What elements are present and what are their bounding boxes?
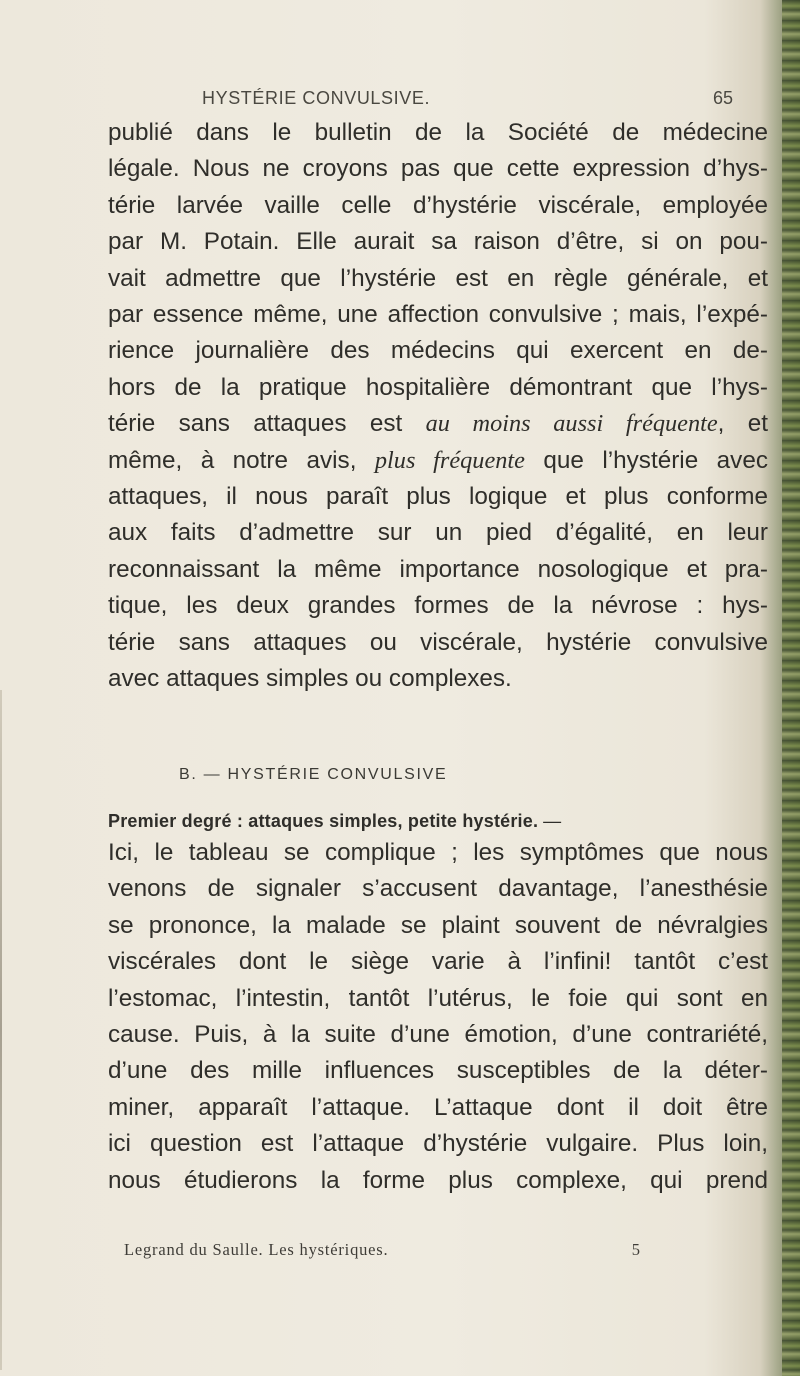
- paragraph-1-line: reconnaissant la même importance nosologique et pra-: [108, 555, 768, 583]
- subsection-heading: [108, 809, 768, 833]
- page-header: [0, 88, 770, 116]
- signature-line: [124, 1240, 640, 1260]
- paragraph-1: [108, 115, 768, 698]
- running-head: HYSTÉRIE CONVULSIVE.: [202, 88, 431, 108]
- paragraph-2-line: l’estomac, l’intestin, tantôt l’utérus, le foie qui sont en: [108, 984, 768, 1012]
- paragraph-2-line: venons de signaler s’accusent davantage, l’anesthésie: [108, 875, 768, 903]
- paragraph-1-line: hors de la pratique hospitalière démontrant que l’hys-: [108, 373, 768, 401]
- paragraph-1-line: attaques, il nous paraît plus logique et plus conforme: [108, 483, 768, 511]
- paragraph-1-line: vait admettre que l’hystérie est en règle générale, et: [108, 264, 768, 292]
- subsection-title: Premier degré : attaques simples, petite hystérie.: [108, 811, 539, 831]
- paragraph-1-line: par M. Potain. Elle aurait sa raison d’être, si on pou-: [108, 228, 768, 256]
- paragraph-1-line: rience journalière des médecins qui exercent en de-: [108, 337, 768, 365]
- page-number: 65: [713, 88, 734, 108]
- page-left-edge: [0, 690, 2, 1370]
- paragraph-2-line: se prononce, la malade se plaint souvent de névralgies: [108, 911, 768, 939]
- paragraph-2-line: d’une des mille influences susceptibles de la déter-: [108, 1057, 768, 1085]
- paragraph-2-line: Ici, le tableau se complique ; les symptômes que nous: [108, 839, 768, 866]
- paragraph-1-line: publié dans le bulletin de la Société de médecine: [108, 119, 768, 146]
- paragraph-1-line: avec attaques simples ou complexes.: [108, 665, 512, 693]
- subsection-dash: —: [538, 811, 562, 831]
- paragraph-1-line-with-italics: [108, 443, 768, 479]
- signature-text: Legrand du Saulle. Les hystériques.: [124, 1240, 389, 1259]
- paragraph-1-line: par essence même, une affection convulsive ; mais, l’expé-: [108, 301, 768, 329]
- paragraph-1-line: térie larvée vaille celle d’hystérie viscérale, employée: [108, 191, 768, 219]
- paragraph-1-line: aux faits d’admettre sur un pied d’égalité, en leur: [108, 519, 768, 547]
- italic-emphasis: plus fréquente: [374, 446, 525, 474]
- paragraph-1-line: légale. Nous ne croyons pas que cette expression d’hys-: [108, 155, 768, 183]
- paragraph-2-line: viscérales dont le siège varie à l’infini! tantôt c’est: [108, 948, 768, 976]
- line-text: , et: [717, 410, 769, 438]
- paragraph-1-line: tique, les deux grandes formes de la névrose : hys-: [108, 592, 768, 620]
- paragraph-1-line: térie sans attaques ou viscérale, hystérie convulsive: [108, 628, 768, 656]
- paragraph-1-line-with-italics: [108, 406, 768, 442]
- line-text: que l’hystérie avec: [524, 446, 768, 474]
- paragraph-2-line: nous étudierons la forme plus complexe, qui prend: [108, 1166, 768, 1194]
- paragraph-2: [108, 835, 768, 1199]
- paragraph-2-line: cause. Puis, à la suite d’une émotion, d’une contrariété,: [108, 1021, 768, 1049]
- line-text: même, à notre avis,: [108, 446, 375, 474]
- italic-emphasis: au moins aussi fréquente: [425, 410, 718, 438]
- signature-number: 5: [631, 1240, 640, 1259]
- book-edge-shadow: [782, 0, 800, 1376]
- paragraph-2-line: ici question est l’attaque d’hystérie vulgaire. Plus loin,: [108, 1130, 768, 1158]
- line-text: térie sans attaques est: [108, 410, 426, 438]
- paragraph-2-line: miner, apparaît l’attaque. L’attaque dont il doit être: [108, 1093, 768, 1121]
- section-heading: B. — HYSTÉRIE CONVULSIVE: [179, 766, 448, 783]
